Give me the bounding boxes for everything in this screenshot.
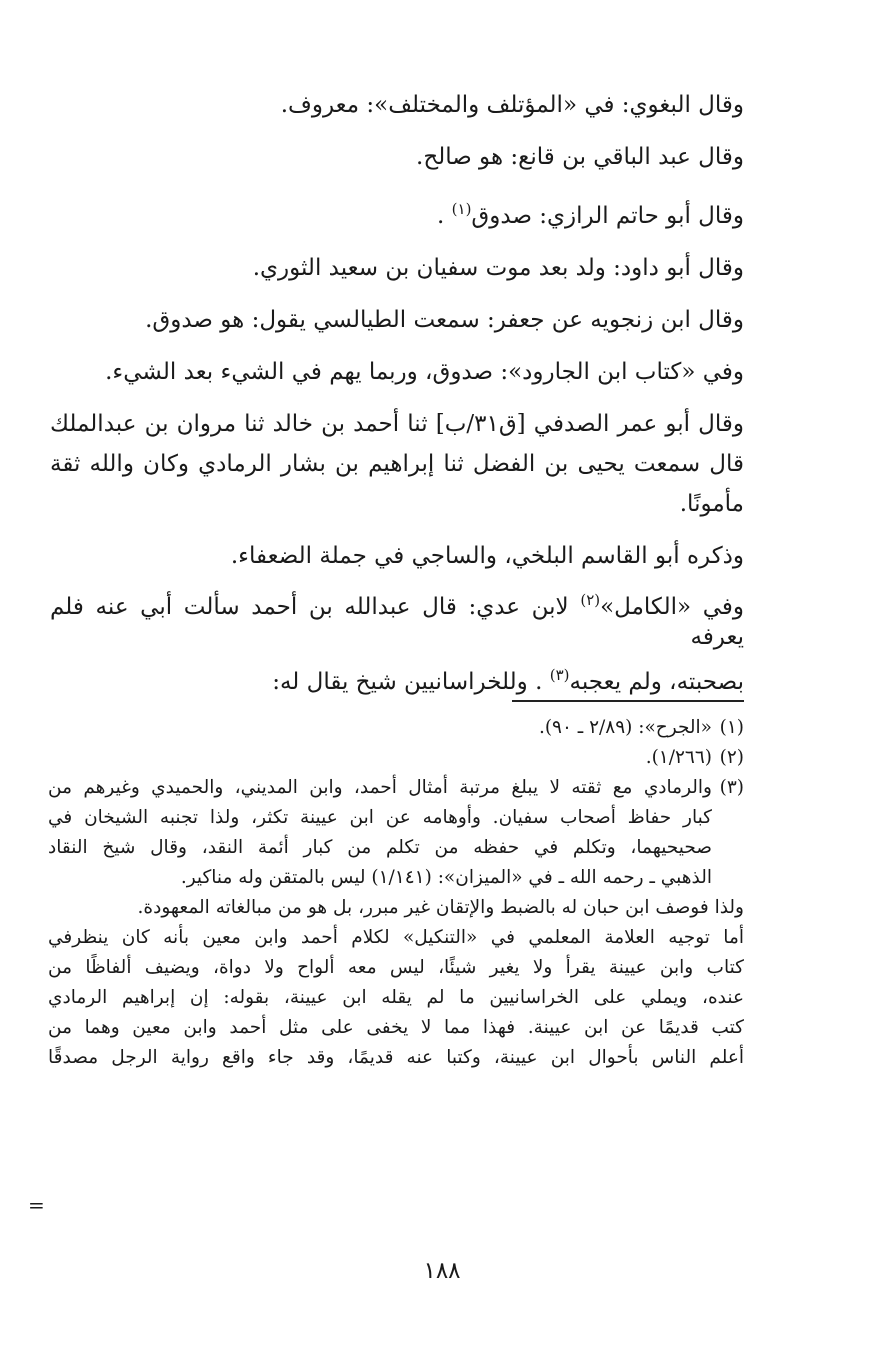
text-segment: وفي «الكامل» xyxy=(600,594,745,620)
footnote-line: كتاب وابن عيينة يقرأ ولا يغير شيئًا، ليس معه ألواح ولا دواة، ويضيف ألفاظًا من xyxy=(48,957,744,978)
footnote-line: ولذا فوصف ابن حبان له بالضبط والإتقان غير مبرر، بل هو من مبالغاته المعهودة. xyxy=(137,897,744,918)
footnote-ref[interactable]: (٣) xyxy=(549,666,570,684)
text-line: وقال أبو داود: ولد بعد موت سفيان بن سعيد الثوري. xyxy=(252,255,744,281)
footnote-2 xyxy=(48,746,744,770)
footnote-text: (١/٢٦٦). xyxy=(645,747,712,768)
page-number: ١٨٨ xyxy=(423,1258,461,1284)
text-line: وقال أبو عمر الصدفي [ق٣١/ب] ثنا أحمد بن خالد ثنا مروان بن عبدالملك xyxy=(50,411,744,437)
footnote-text: «الجرح»: (٢/٨٩ ـ ٩٠). xyxy=(538,717,712,738)
footnote-line: كتب قديمًا عن ابن عيينة. فهذا مما لا يخفى على مثل أحمد وابن معين وهما من xyxy=(48,1017,744,1038)
text-line: وفي «كتاب ابن الجارود»: صدوق، وربما يهم في الشيء بعد الشيء. xyxy=(105,359,744,385)
footnote-ref[interactable]: (١) xyxy=(451,200,472,218)
footnote-text: والرمادي مع ثقته لا يبلغ مرتبة أمثال أحمد، وابن المديني، والحميدي وغيرهم من xyxy=(48,777,712,798)
text-line: وقال ابن زنجويه عن جعفر: سمعت الطيالسي يقول: هو صدوق. xyxy=(145,307,744,333)
text-line: وقال البغوي: في «المؤتلف والمختلف»: معروف. xyxy=(280,92,744,118)
main-text xyxy=(50,88,744,697)
footnote-number: (٣) xyxy=(719,777,744,798)
footnote-3 xyxy=(48,776,744,800)
text-line: وذكره أبو القاسم البلخي، والساجي في جملة الضعفاء. xyxy=(230,543,744,569)
footnote-number: (٢) xyxy=(719,747,744,768)
text-segment: بصحبته، ولم يعجبه xyxy=(569,669,744,695)
text-segment: لابن عدي: قال عبدالله بن أحمد سألت أبي عنه فلم يعرفه xyxy=(50,594,744,650)
footnote-line: الذهبي ـ رحمه الله ـ في «الميزان»: (١/١٤١) ليس بالمتقن وله مناكير. xyxy=(180,867,712,888)
footnote-1 xyxy=(48,716,744,740)
footnote-line: عنده، ويملي على الخراسانيين ما لم يقله ابن عيينة، بقوله: إن إبراهيم الرمادي xyxy=(48,987,744,1008)
footnote-line: كبار حفاظ أصحاب سفيان. وأوهامه عن ابن عيينة تكثر، ولذا تجنبه الشيخان في xyxy=(48,807,712,828)
text-line xyxy=(50,660,744,697)
text-segment: وقال أبو حاتم الرازي: صدوق xyxy=(471,203,744,229)
footnote-ref[interactable]: (٢) xyxy=(580,591,601,609)
footnote-number: (١) xyxy=(719,717,744,738)
text-line: وقال عبد الباقي بن قانع: هو صالح. xyxy=(416,144,744,170)
text-line: وقال أبو حاتم الرازي: صدوق$^{(١)}$ . xyxy=(437,200,744,229)
footnote-line: أعلم الناس بأحوال ابن عيينة، وكتبا عنه قديمًا، وقد جاء واقع رواية الرجل مصدقًا xyxy=(48,1047,744,1068)
footnotes xyxy=(48,716,744,1070)
footnote-line: أما توجيه العلامة المعلمي في «التنكيل» لكلام أحمد وابن معين بأنه كان ينظرفي xyxy=(48,927,744,948)
text-line: مأمونًا. xyxy=(679,491,744,517)
text-line xyxy=(50,585,744,652)
text-segment: . وللخراسانيين شيخ يقال له: xyxy=(272,669,543,695)
footnote-line: صحيحيهما، وتكلم في حفظه من تكلم من كبار أئمة النقد، وقال شيخ النقاد xyxy=(48,837,712,858)
footnote-separator xyxy=(512,700,744,702)
text-line: قال سمعت يحيى بن الفضل ثنا إبراهيم بن بشار الرمادي وكان والله ثقة xyxy=(50,451,744,477)
continuation-mark: = xyxy=(28,1193,45,1217)
